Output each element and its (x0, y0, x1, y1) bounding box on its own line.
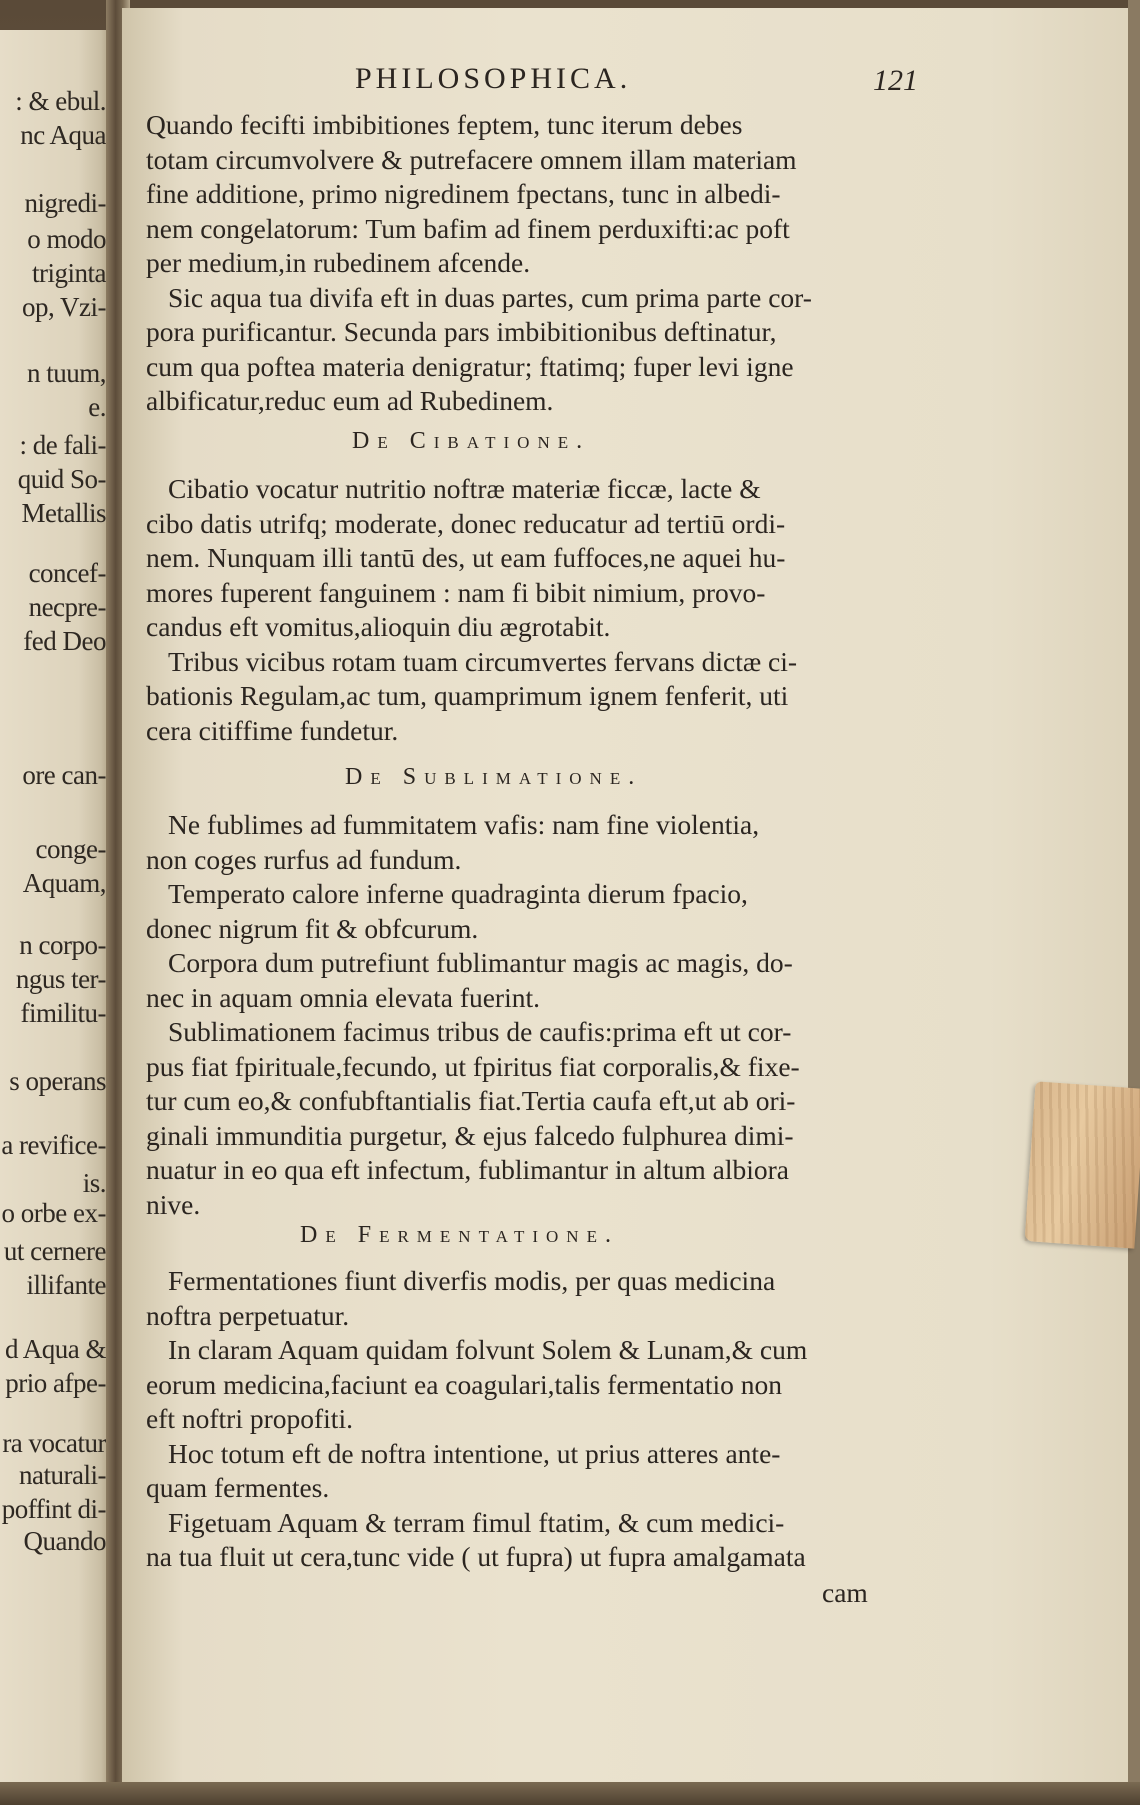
left-page-fragment: n corpo- (19, 930, 106, 960)
left-page-fragment: prio afpe- (5, 1368, 106, 1398)
left-page-fragment: ra vocatur (2, 1428, 106, 1458)
left-page (0, 30, 112, 1790)
left-page-fragment: ore can- (22, 760, 106, 790)
left-page-fragment: triginta (32, 258, 106, 288)
text-line: nec in aquam omnia elevata fuerint. (146, 981, 540, 1013)
text-line: mores fuperent fanguinem : nam fi bibit nimium, provo- (146, 576, 766, 608)
text-line: candus eft vomitus,alioquin diu ægrotabit. (146, 611, 611, 642)
left-page-fragment: necpre- (28, 592, 106, 622)
left-page-fragment: nigredi- (24, 188, 106, 218)
left-page-fragment: o orbe ex- (1, 1198, 106, 1228)
text-line: non coges rurfus ad fundum. (146, 843, 462, 875)
book-bottom-edge (0, 1782, 1140, 1805)
text-line: eorum medicina,faciunt ea coagulari,talis fermentatio non (146, 1368, 783, 1400)
left-page-fragment: d Aqua & (5, 1334, 106, 1364)
left-page-fragment: fed Deo (23, 626, 106, 656)
text-line: per medium,in rubedinem afcende. (146, 247, 531, 278)
text-line: pus fiat fpirituale,fecundo, ut fpiritus fiat corporalis,& fixe- (146, 1050, 800, 1082)
left-page-fragment: Quando (23, 1526, 106, 1556)
paper-bookmark (1025, 1081, 1140, 1248)
text-line: pora purificantur. Secunda pars imbibitionibus deftinatur, (146, 316, 777, 347)
text-line: Sic aqua tua divifa eft in duas partes, cum prima parte cor- (168, 281, 812, 313)
text-line: Fermentationes fiunt diverfis modis, per quas medicina (168, 1265, 776, 1296)
text-line: fine additione, primo nigredinem fpectans, tunc in albedi- (146, 178, 781, 209)
left-page-fragment: n tuum, (26, 358, 106, 388)
text-line: cera citiffime fundetur. (146, 714, 399, 746)
text-line: In claram Aquam quidam folvunt Solem & Lunam,& cum (168, 1334, 808, 1365)
left-page-fragment: poffint di- (1, 1494, 106, 1524)
page-number: 121 (873, 64, 918, 97)
left-page-fragment: o modo (27, 224, 106, 254)
text-line: nuatur in eo qua eft infectum, fublimantur in altum albiora (146, 1154, 790, 1185)
text-line: totam circumvolvere & putrefacere omnem illam materiam (146, 143, 797, 175)
text-line: Ne fublimes ad fummitatem vafis: nam fine violentia, (168, 809, 760, 840)
left-page-fragment: Aquam, (22, 868, 106, 898)
catchword: cam (822, 1577, 868, 1608)
text-line: Quando fecifti imbibitiones feptem, tunc iterum debes (146, 109, 743, 140)
left-page-fragment: quid So- (17, 464, 106, 494)
text-line: nem. Nunquam illi tantū des, ut eam fuffoces,ne aquei hu- (146, 542, 786, 573)
left-page-fragment: op, Vzi- (22, 292, 106, 322)
sublimatione-paragraph (146, 808, 894, 1222)
text-line: albificatur,reduc eum ad Rubedinem. (146, 385, 554, 416)
text-line: donec nigrum fit & obfcurum. (146, 912, 479, 944)
section-heading-fermentatione: De Fermentatione. (300, 1222, 619, 1248)
left-page-fragment: nc Aqua (20, 120, 106, 150)
text-line: quam fermentes. (146, 1472, 330, 1503)
section-heading-cibatione: De Cibatione. (352, 428, 591, 454)
left-page-fragment: fimilitu- (20, 998, 106, 1028)
running-title: PHILOSOPHICA. (355, 62, 632, 95)
text-line: Tribus vicibus rotam tuam circumvertes fervans dictæ ci- (168, 645, 798, 677)
left-page-fragment: is. (82, 1168, 106, 1198)
left-page-fragment: ngus ter- (15, 964, 106, 994)
text-line: cibo datis utrifq; moderate, donec reducatur ad tertiū ordi- (146, 507, 786, 539)
left-page-fragment: illifante (26, 1270, 106, 1300)
text-line: nive. (146, 1188, 201, 1220)
left-page-fragment: : & ebul. (15, 86, 106, 116)
cibatione-paragraph (146, 472, 894, 748)
left-page-fragment: concef- (28, 558, 106, 588)
fermentatione-paragraph (146, 1264, 894, 1575)
text-line: Cibatio vocatur nutritio noftræ materiæ ficcæ, lacte & (168, 473, 761, 504)
text-line: tur cum eo,& confubftantialis fiat.Tertia caufa eft,ut ab ori- (146, 1085, 796, 1116)
text-line: Sublimationem facimus tribus de caufis:prima eft ut cor- (168, 1016, 792, 1047)
left-page-fragment: s operans (9, 1066, 106, 1096)
intro-paragraph (146, 108, 894, 419)
left-page-fragment: : de fali- (19, 430, 106, 460)
text-line: noftra perpetuatur. (146, 1299, 350, 1331)
text-line: nem congelatorum: Tum bafim ad finem perduxifti:ac poft (146, 212, 790, 244)
left-page-fragment: naturali- (19, 1460, 106, 1490)
text-line: bationis Regulam,ac tum, quamprimum ignem fenferit, uti (146, 680, 789, 711)
text-line: ginali immunditia purgetur, & ejus falcedo fulphurea dimi- (146, 1119, 794, 1151)
text-line: cum qua poftea materia denigratur; ftatimq; fuper levi igne (146, 350, 794, 382)
text-line: Hoc totum eft de noftra intentione, ut prius atteres ante- (168, 1437, 781, 1469)
left-page-fragment: conge- (35, 834, 106, 864)
left-page-fragment: a revifice- (1, 1130, 106, 1160)
section-heading-sublimatione: De Sublimatione. (345, 764, 643, 790)
text-line: eft noftri propofiti. (146, 1403, 353, 1434)
left-page-fragment: e. (88, 392, 106, 422)
left-page-fragment: Metallis (21, 498, 106, 528)
page-edge (1128, 0, 1140, 1805)
text-line: Figetuam Aquam & terram fimul ftatim, & cum medici- (168, 1506, 785, 1538)
text-line: Corpora dum putrefiunt fublimantur magis ac magis, do- (168, 947, 793, 978)
left-page-fragment: ut cernere (3, 1236, 106, 1266)
text-line: na tua fluit ut cera,tunc vide ( ut fupra) ut fupra amalgamata (146, 1541, 806, 1572)
text-line: Temperato calore inferne quadraginta dierum fpacio, (168, 878, 748, 909)
